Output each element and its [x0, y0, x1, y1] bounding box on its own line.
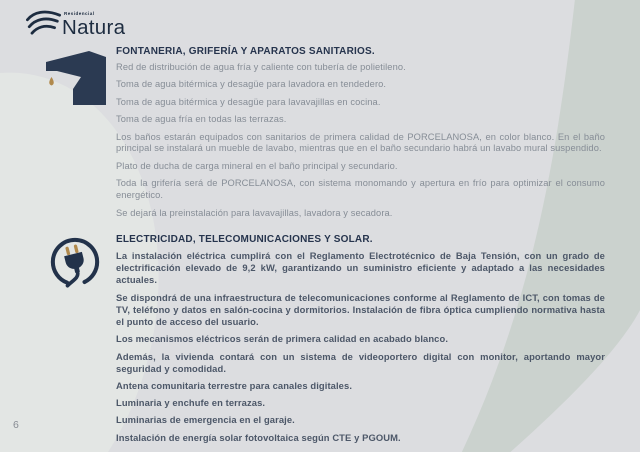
plug-icon [49, 236, 101, 293]
section-title: ELECTRICIDAD, TELECOMUNICACIONES Y SOLAR. [116, 234, 373, 245]
paragraph: Instalación de energía solar fotovoltaica según CTE y PGOUM. [116, 431, 401, 443]
paragraph: Antena comunitaria terrestre para canales digitales. [116, 379, 353, 391]
paragraph: Toma de agua bitérmica y desagüe para lavavajillas en cocina. [116, 96, 381, 107]
section-electricidad [44, 234, 605, 444]
paragraph: Luminaria y enchufe en terrazas. [116, 397, 266, 409]
section-content [116, 234, 605, 444]
paragraph: Red de distribución de agua fría y caliente con tubería de polietileno. [116, 62, 406, 72]
faucet-icon [45, 50, 111, 113]
paragraph: Los mecanismos eléctricos serán de primera calidad en acabado blanco. [116, 333, 449, 345]
paragraph: Toda la grifería será de PORCELANOSA, con sistema monomando y apertura en frío para optimizar el consumo energético. [116, 178, 605, 201]
brand-text [62, 12, 125, 38]
section-icon-column [44, 234, 116, 444]
section-content [116, 46, 605, 219]
paragraph: Luminarias de emergencia en el garaje. [116, 414, 295, 426]
paragraph: Se dejará la preinstalación para lavavajillas, lavadora y secadora. [116, 207, 393, 218]
brand-name-small: Residencial [64, 10, 95, 16]
section-fontaneria [44, 46, 605, 219]
section-title: FONTANERIA, GRIFERÍA Y APARATOS SANITARIOS. [116, 46, 375, 57]
paragraph: Toma de agua bitérmica y desagüe para lavadora en tendedero. [116, 79, 387, 90]
paragraph: Además, la vivienda contará con un sistema de videoportero digital con monitor, aportando mayor seguridad y comodidad. [116, 350, 605, 374]
paragraph: Toma de agua fría en todas las terrazas. [116, 114, 287, 125]
section-icon-column [44, 46, 116, 219]
brand-logo [26, 9, 125, 38]
paragraph: Plato de ducha de carga mineral en el baño principal y secundario. [116, 160, 398, 171]
paragraph: Los baños estarán equipados con sanitarios de primera calidad de PORCELANOSA, en color blanco. En el baño principal se instalará un mueble de lavabo, mientras que en el baño secundario habrá un lavabo mural suspendido. [116, 131, 605, 154]
paragraph: La instalación eléctrica cumplirá con el Reglamento Electrotécnico de Baja Tensión, con un grado de electrificación elevado de 9,2 kW, garantizando un suministro eficiente y adaptado a las necesidades actuales. [116, 250, 605, 286]
page-number: 6 [13, 419, 19, 431]
paragraph: Se dispondrá de una infraestructura de telecomunicaciones conforme al Reglamento de ICT, con tomas de TV, teléfono y datos en salón-cocina y dormitorios. Instalación de fibra óptica cumpliendo normativa hasta el punto de acceso del usuario. [116, 291, 605, 328]
natura-waves-icon [26, 9, 61, 38]
brand-name: Natura [62, 15, 126, 39]
